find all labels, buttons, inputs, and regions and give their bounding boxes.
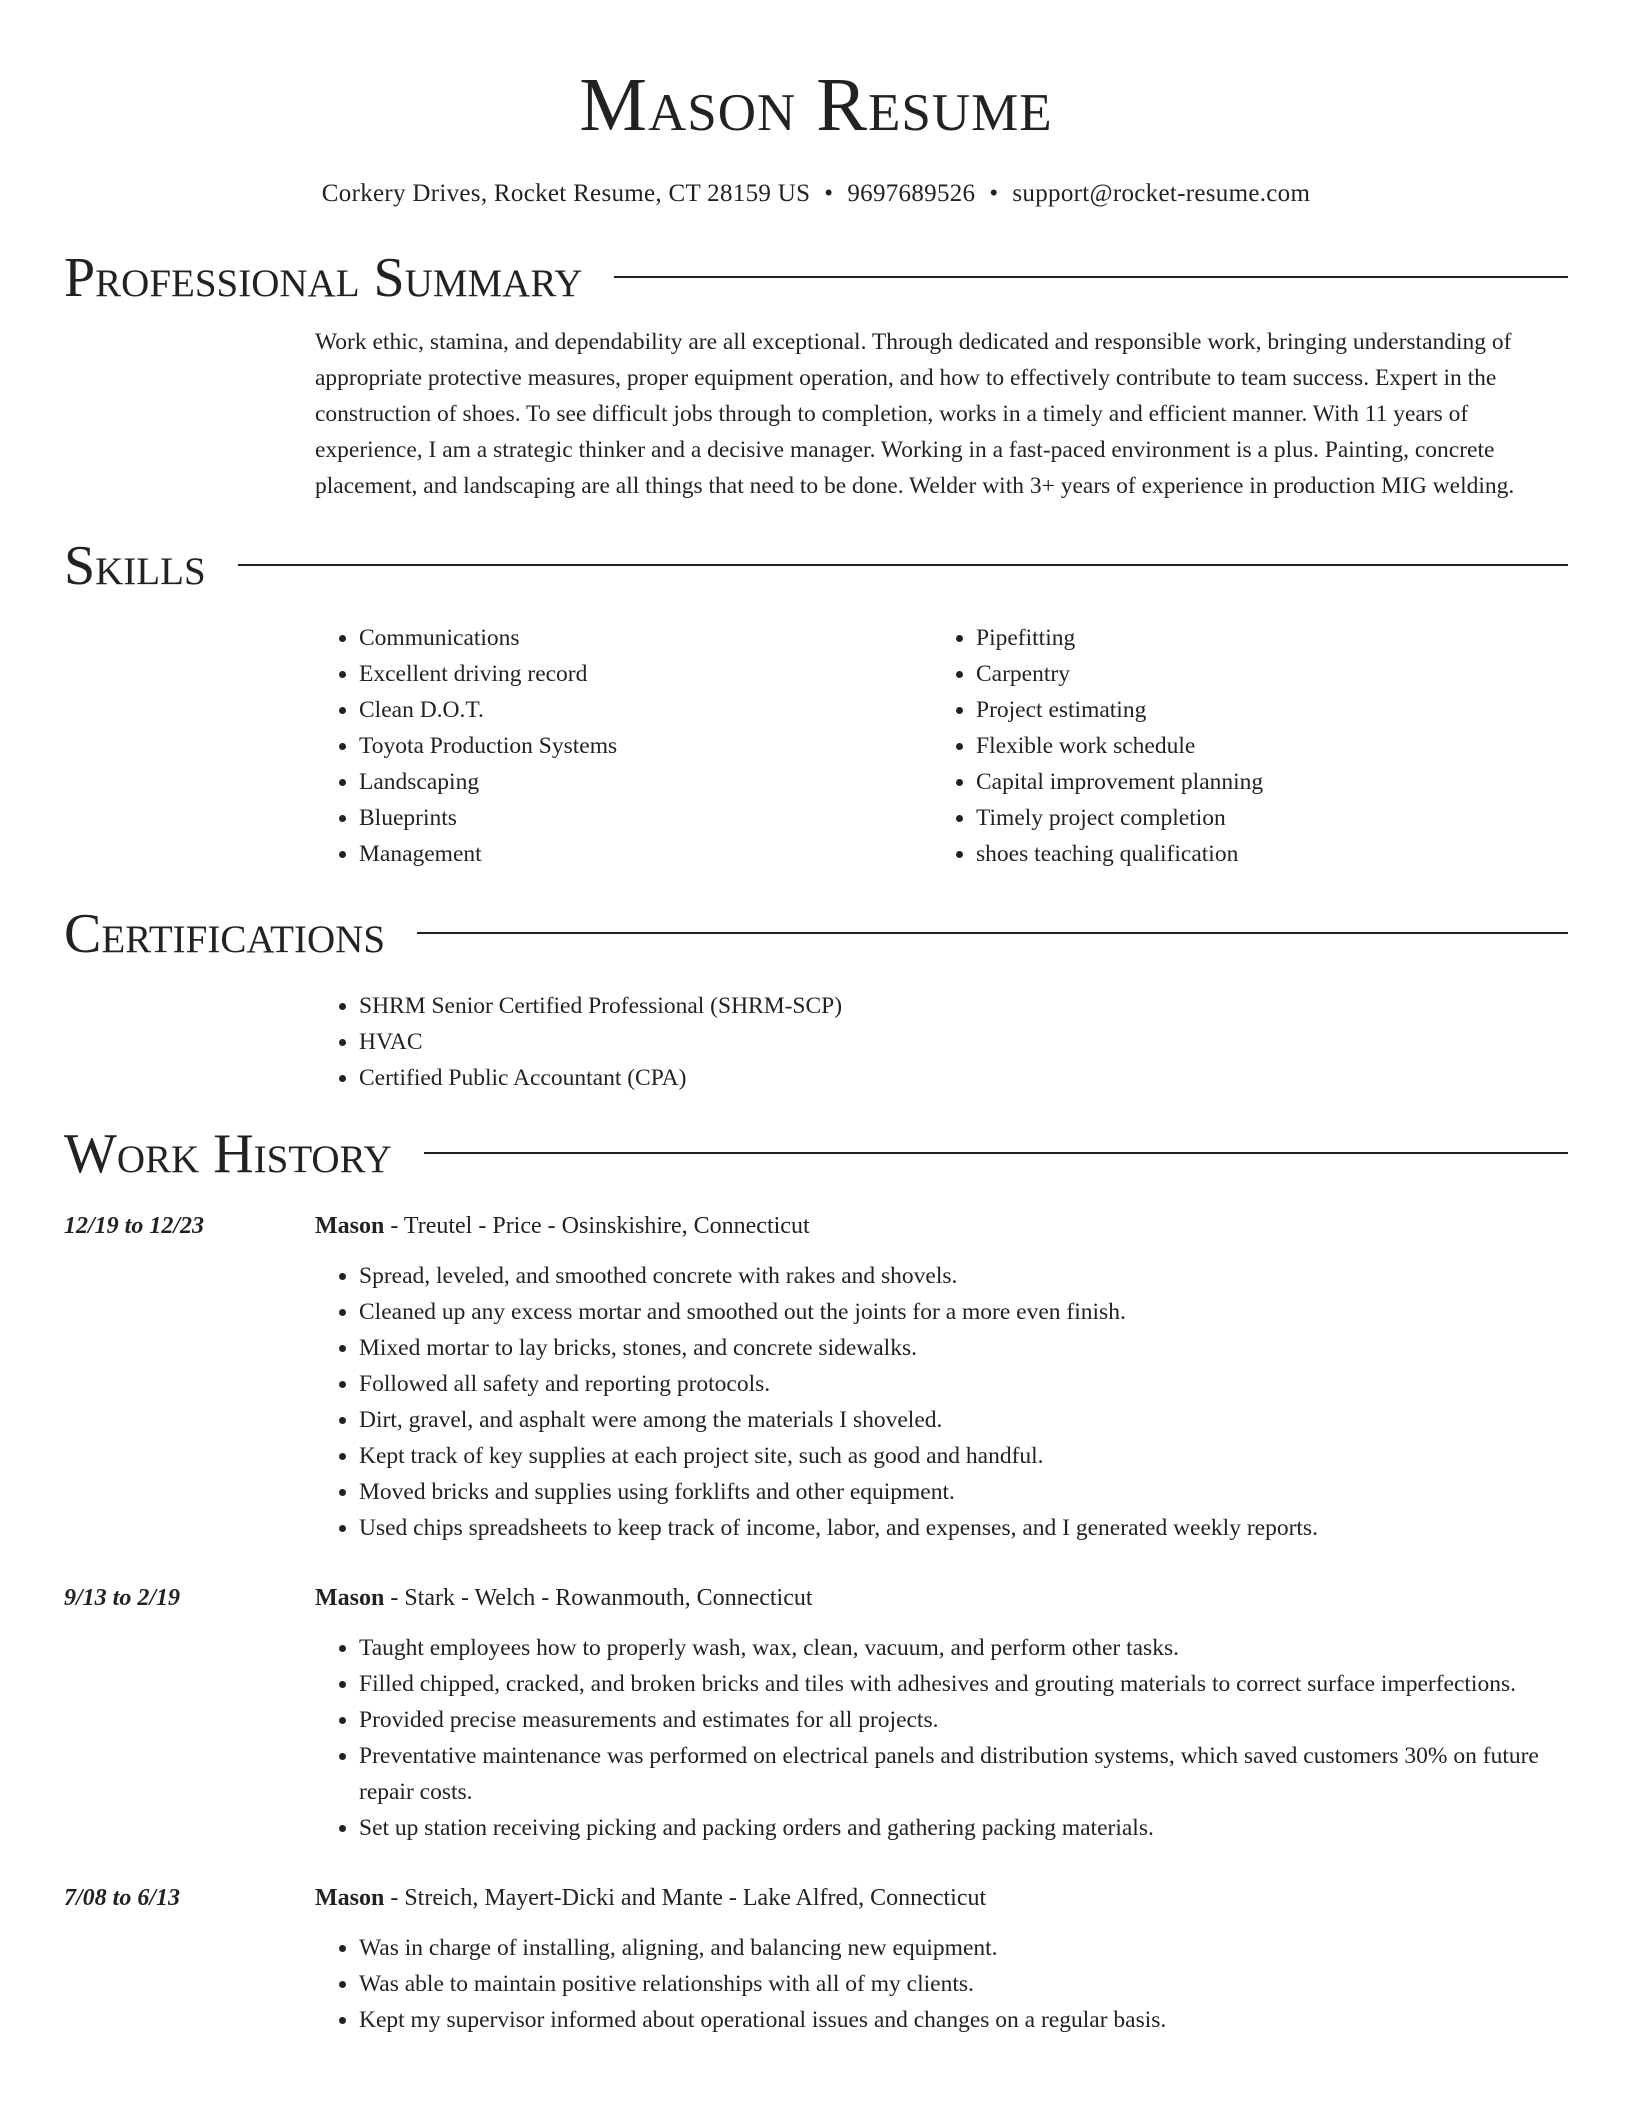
job-entry xyxy=(64,1880,1568,2038)
skill-item: • Landscaping xyxy=(359,764,932,800)
skills-column-right xyxy=(932,620,1549,872)
job-bullets xyxy=(315,1630,1568,1846)
certifications-list xyxy=(315,988,1568,1096)
certification-item: • SHRM Senior Certified Professional (SHRM-SCP) xyxy=(359,988,1568,1024)
skills-column-left xyxy=(315,620,932,872)
contact-separator: • xyxy=(824,180,834,207)
job-entry xyxy=(64,1580,1568,1846)
section-divider xyxy=(614,276,1568,278)
skill-item: • Communications xyxy=(359,620,932,656)
skills-heading: Skills xyxy=(64,535,206,597)
job-bullet: • Used chips spreadsheets to keep track of income, labor, and expenses, and I generated weekly reports. xyxy=(359,1510,1568,1546)
work-history-heading: Work History xyxy=(64,1123,392,1185)
job-dates: 7/08 to 6/13 xyxy=(64,1885,181,1911)
skill-item: • Pipefitting xyxy=(976,620,1549,656)
certification-item: • Certified Public Accountant (CPA) xyxy=(359,1060,1568,1096)
job-bullet: • Was in charge of installing, aligning, and balancing new equipment. xyxy=(359,1930,1568,1966)
resume-name: Mason Resume xyxy=(579,63,1053,147)
skill-item: • Management xyxy=(359,836,932,872)
job-company: - Streich, Mayert-Dicki and Mante - Lake Alfred, Connecticut xyxy=(384,1885,987,1911)
section-divider xyxy=(417,932,1568,934)
job-dates: 9/13 to 2/19 xyxy=(64,1585,181,1611)
job-bullet: • Kept my supervisor informed about operational issues and changes on a regular basis. xyxy=(359,2002,1568,2038)
job-header xyxy=(64,1880,1568,1916)
contact-line xyxy=(64,178,1568,210)
job-title-line xyxy=(315,1208,810,1244)
job-entry xyxy=(64,1208,1568,1546)
job-header xyxy=(64,1208,1568,1244)
job-title: Mason xyxy=(315,1585,385,1611)
work-history-section-header xyxy=(64,1122,1568,1186)
skill-item: • Clean D.O.T. xyxy=(359,692,932,728)
job-title: Mason xyxy=(315,1885,385,1911)
job-title-line xyxy=(315,1580,813,1616)
job-bullet: • Followed all safety and reporting protocols. xyxy=(359,1366,1568,1402)
skills-list xyxy=(315,620,1568,872)
job-bullets xyxy=(315,1258,1568,1546)
contact-separator: • xyxy=(989,180,999,207)
job-bullet: • Spread, leveled, and smoothed concrete with rakes and shovels. xyxy=(359,1258,1568,1294)
skill-item: • Timely project completion xyxy=(976,800,1549,836)
certifications-section-header xyxy=(64,902,1568,966)
job-bullet: • Filled chipped, cracked, and broken bricks and tiles with adhesives and grouting materials to correct surface imperfections. xyxy=(359,1666,1568,1702)
section-divider xyxy=(424,1152,1568,1154)
job-bullet: • Kept track of key supplies at each project site, such as good and handful. xyxy=(359,1438,1568,1474)
job-header xyxy=(64,1580,1568,1616)
skill-item: • Flexible work schedule xyxy=(976,728,1549,764)
summary-heading: Professional Summary xyxy=(64,247,583,309)
certifications-heading: Certifications xyxy=(64,903,386,965)
skills-section-header xyxy=(64,534,1568,598)
job-bullet: • Moved bricks and supplies using forklifts and other equipment. xyxy=(359,1474,1568,1510)
skill-item: • shoes teaching qualification xyxy=(976,836,1549,872)
skill-item: • Carpentry xyxy=(976,656,1549,692)
job-bullet: • Dirt, gravel, and asphalt were among the materials I shoveled. xyxy=(359,1402,1568,1438)
summary-text: Work ethic, stamina, and dependability are all exceptional. Through dedicated and responsible work, bringing understanding of appropriate protective measures, proper equipment operation, and how to effectively contribute to team success. Expert in the construction of shoes. To see difficult jobs through to completion, works in a timely and efficient manner. With 11 years of experience, I am a strategic thinker and a decisive manager. Working in a fast-paced environment is a plus. Painting, concrete placement, and landscaping are all things that need to be done. Welder with 3+ years of experience in production MIG welding. xyxy=(315,329,1515,499)
summary-section-header xyxy=(64,246,1568,310)
job-bullet: • Set up station receiving picking and packing orders and gathering packing materials. xyxy=(359,1810,1568,1846)
job-title-line xyxy=(315,1880,986,1916)
job-bullet: • Preventative maintenance was performed on electrical panels and distribution systems, which saved customers 30% on future repair costs. xyxy=(359,1738,1568,1810)
resume-page xyxy=(64,0,1568,2038)
email: support@rocket-resume.com xyxy=(1012,180,1311,207)
job-title: Mason xyxy=(315,1213,385,1239)
job-bullet: • Provided precise measurements and estimates for all projects. xyxy=(359,1702,1568,1738)
job-dates: 12/19 to 12/23 xyxy=(64,1213,205,1239)
phone: 9697689526 xyxy=(847,180,976,207)
job-company: - Treutel - Price - Osinskishire, Connecticut xyxy=(384,1213,810,1239)
skill-item: • Toyota Production Systems xyxy=(359,728,932,764)
skill-item: • Blueprints xyxy=(359,800,932,836)
job-bullet: • Taught employees how to properly wash, wax, clean, vacuum, and perform other tasks. xyxy=(359,1630,1568,1666)
job-bullet: • Mixed mortar to lay bricks, stones, and concrete sidewalks. xyxy=(359,1330,1568,1366)
job-bullets xyxy=(315,1930,1568,2038)
skill-item: • Capital improvement planning xyxy=(976,764,1549,800)
job-bullet: • Was able to maintain positive relationships with all of my clients. xyxy=(359,1966,1568,2002)
skill-item: • Project estimating xyxy=(976,692,1549,728)
job-bullet: • Cleaned up any excess mortar and smoothed out the joints for a more even finish. xyxy=(359,1294,1568,1330)
section-divider xyxy=(238,564,1568,566)
skill-item: • Excellent driving record xyxy=(359,656,932,692)
certification-item: • HVAC xyxy=(359,1024,1568,1060)
job-company: - Stark - Welch - Rowanmouth, Connecticut xyxy=(384,1585,813,1611)
address: Corkery Drives, Rocket Resume, CT 28159 US xyxy=(321,180,811,207)
